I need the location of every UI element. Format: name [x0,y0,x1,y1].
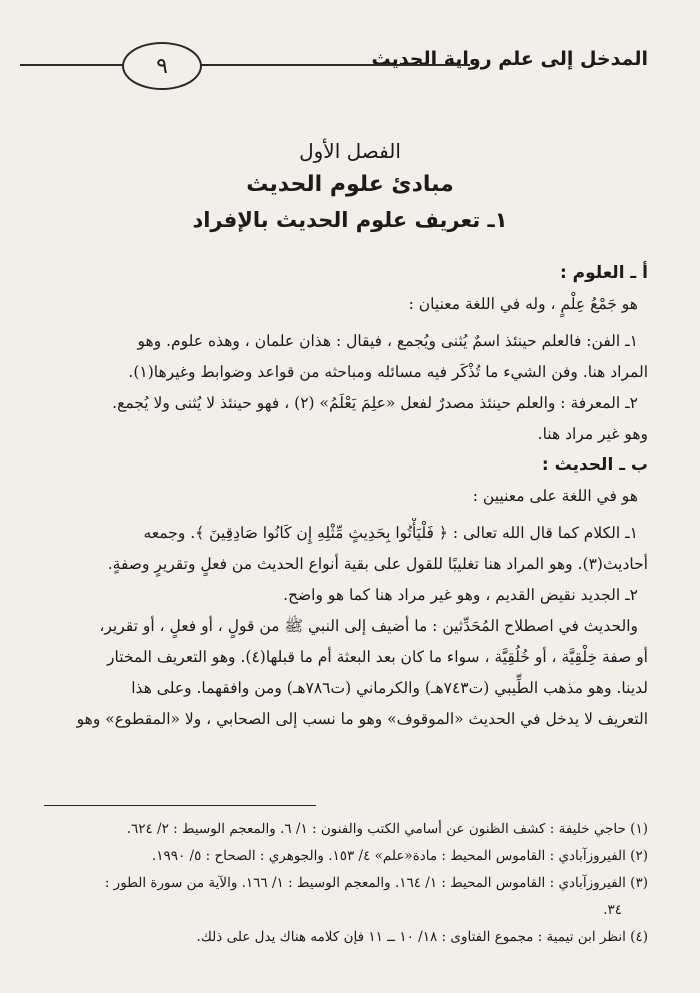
paragraph-line: ٢ـ الجديد نقيض القديم ، وهو غير مراد هنا كما هو واضح. [283,586,638,604]
paragraph-line: أحاديث(٣). وهو المراد هنا تغليبًا للقول على بقية أنواع الحديث من فعلٍ وتقريرٍ وصفةٍ. [107,555,648,573]
chapter-label: الفصل الأول [299,139,401,163]
body-text [48,258,648,735]
footnote-4: (٤) انظر ابن تيمية : مجموع الفتاوى : ١٨/ ١٠ ــ ١١ فإن كلامه هناك يدل على ذلك. [196,929,648,945]
paragraph-line: المراد هنا. وفن الشيء ما تُذْكَر فيه مسائله ومباحثه من قواعد وضوابط وغيرها(١). [128,363,648,381]
paragraph-line: والحديث في اصطلاح المُحَدِّثين : ما أضيف إلى النبي ﷺ من قولٍ ، أو فعلٍ ، أو تقرير، [99,617,638,635]
paragraph-line: أو صفة خِلْقِيَّة ، أو خُلُقِيَّة ، سواء ما كان بعد البعثة أم ما قبلها(٤). وهو التعريف المختار [107,648,648,666]
paragraph-line: ١ـ الكلام كما قال الله تعالى : ﴿ فَلْيَأْتُوا بِحَدِيثٍ مِّثْلِهِ إِن كَانُوا صَادِقِينَ ﴾. وجمعه [143,524,638,542]
subheading-hadith: ب ـ الحديث : [541,455,648,475]
paragraph-line: هو في اللغة على معنيين : [472,487,638,505]
page-number: ٩ [122,42,202,90]
paragraph-line: هو جَمْعُ عِلْمٍ ، وله في اللغة معنيان : [408,295,638,313]
footnote-1: (١) حاجي خليفة : كشف الظنون عن أسامي الكتب والفنون : ١/ ٦. والمعجم الوسيط : ٢/ ٦٢٤. [126,821,648,837]
chapter-title: مبادئ علوم الحديث [246,172,454,197]
footnote-3-continued: ٣٤. [603,902,622,918]
paragraph-line: لدينا. وهو مذهب الطِّيبي (ت٧٤٣هـ) والكرماني (ت٧٨٦هـ) ومن وافقهما. وعلى هذا [131,679,648,697]
running-header [0,40,700,100]
footnote-2: (٢) الفيروزآبادي : القاموس المحيط : مادة«علم» ٤/ ١٥٣. والجوهري : الصحاح : ٥/ ١٩٩٠. [151,848,648,864]
paragraph-line: ٢ـ المعرفة : والعلم حينئذ مصدرٌ لفعل «علِمَ يَعْلَمُ» (٢) ، فهو حينئذ لا يُثنى ولا يُجمع. [112,394,638,412]
footnote-3: (٣) الفيروزآبادي : القاموس المحيط : ١/ ١٦٤. والمعجم الوسيط : ١/ ١٦٦. والآية من سورة الطور : [104,875,648,891]
paragraph-line: التعريف لا يدخل في الحديث «الموقوف» وهو ما نسب إلى الصحابي ، ولا «المقطوع» وهو [76,710,648,728]
subheading-uloom: أ ـ العلوم : [559,263,648,283]
paragraph-line: وهو غير مراد هنا. [537,425,648,443]
footnotes [48,816,648,951]
footnote-separator [44,805,316,806]
section-title: ١ـ تعريف علوم الحديث بالإفراد [192,208,508,232]
header-rule [20,64,470,66]
paragraph-line: ١ـ الفن: فالعلم حينئذ اسمٌ يُثنى ويُجمع ، فيقال : هذان علمان ، وهذه علوم. وهو [137,332,638,350]
running-header-title: المدخل إلى علم رواية الحديث [371,48,648,70]
